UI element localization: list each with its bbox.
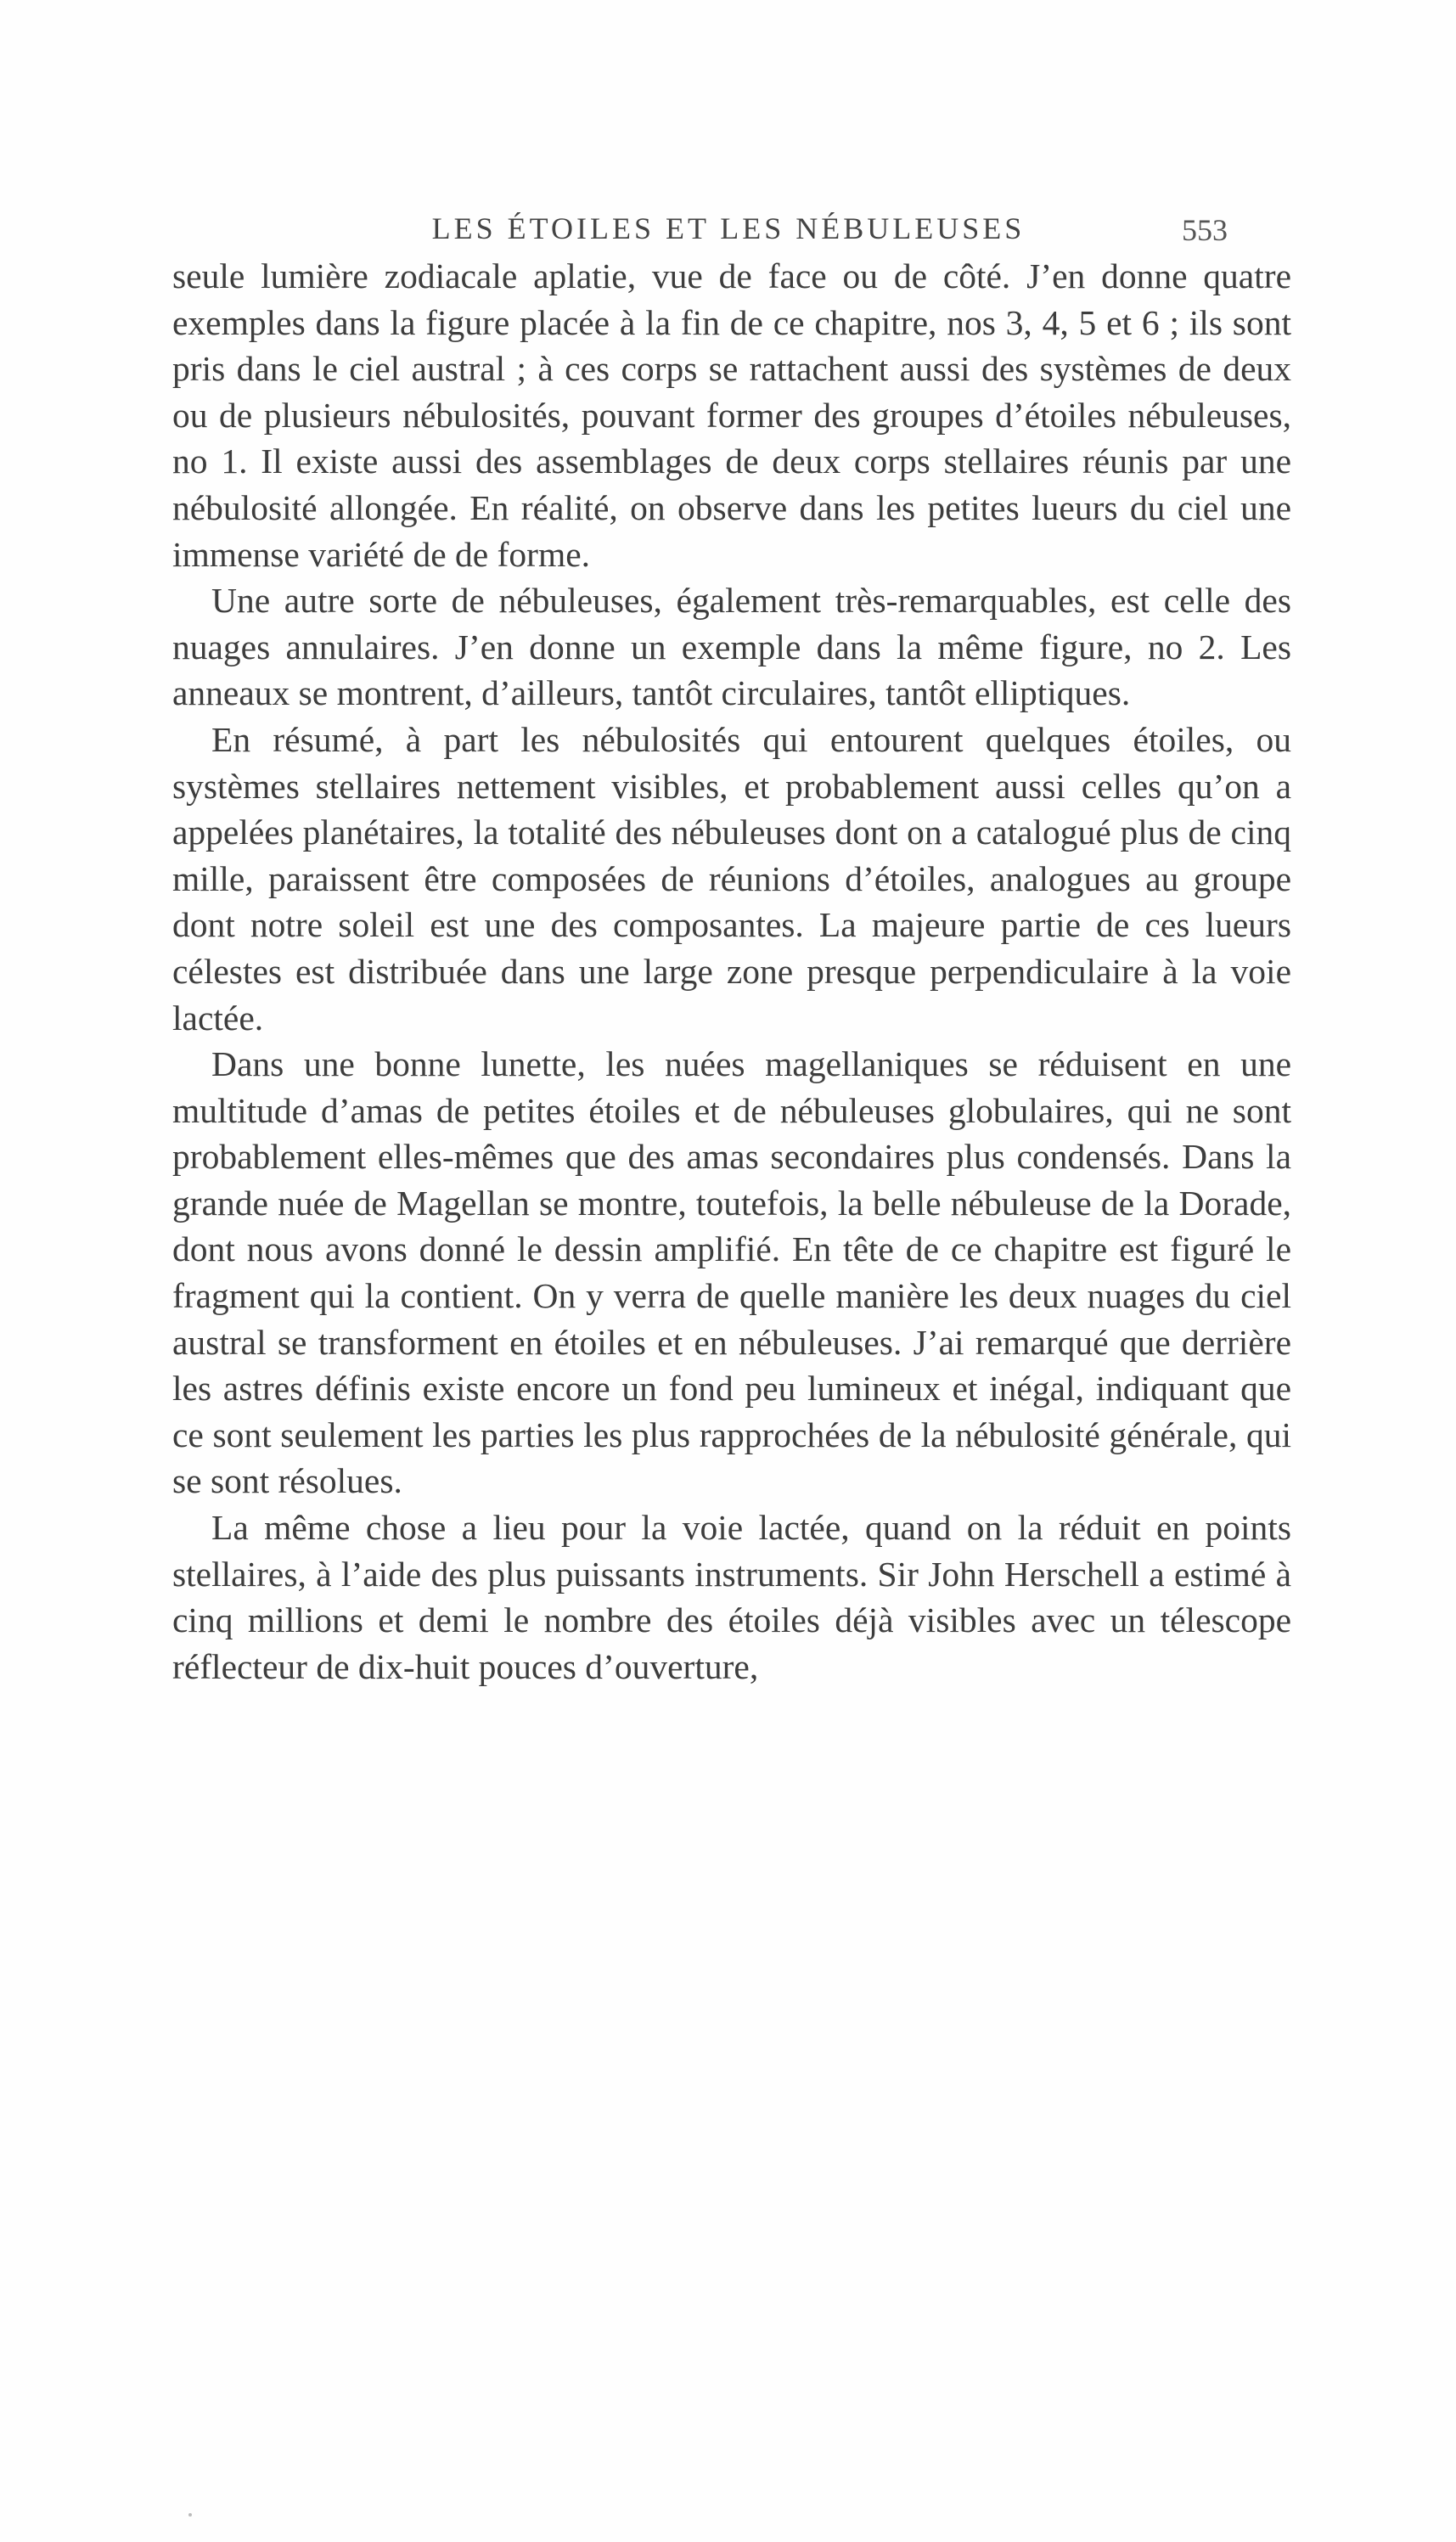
- paragraph: Dans une bonne lunette, les nuées magellaniques se réduisent en une multitude d’amas de petites étoiles et de nébuleuses globulaires, qui ne sont probablement elles-mêmes que des amas secondaires plus condensés. Dans la grande nuée de Magellan se montre, toutefois, la belle nébuleuse de la Dorade, dont nous avons donné le dessin amplifié. En tête de ce chapitre est figuré le fragment qui la contient. On y verra de quelle manière les deux nuages du ciel austral se transforment en étoiles et en nébuleuses. J’ai remarqué que derrière les astres définis existe encore un fond peu lumineux et inégal, indiquant que ce sont seulement les parties les plus rapprochées de la nébulosité générale, qui se sont résolues.: [172, 1044, 1291, 1501]
- paragraph: La même chose a lieu pour la voie lactée, quand on la réduit en points stellaires, à l’aide des plus puissants instruments. Sir John Herschell a estimé à cinq millions et demi le nombre des étoiles déjà visibles avec un télescope réflecteur de dix-huit pouces d’ouverture,: [172, 1508, 1291, 1686]
- paper-speck: [188, 2513, 192, 2517]
- paragraph: seule lumière zodiacale aplatie, vue de face ou de côté. J’en donne quatre exemples dans la figure placée à la fin de ce chapitre, nos 3, 4, 5 et 6 ; ils sont pris dans le ciel austral ; à ces corps se rattachent aussi des systèmes de deux ou de plusieurs nébulosités, pouvant former des groupes d’étoiles nébuleuses, no 1. Il existe aussi des assemblages de deux corps stellaires réunis par une nébulosité allongée. En réalité, on observe dans les petites lueurs du ciel une immense variété de de forme.: [172, 256, 1291, 574]
- page-number: 553: [1182, 213, 1228, 247]
- paragraph: Une autre sorte de nébuleuses, également très-remarquables, est celle des nuages annulaires. J’en donne un exemple dans la même figure, no 2. Les anneaux se montrent, d’ailleurs, tantôt circulaires, tantôt elliptiques.: [172, 581, 1291, 713]
- body-text: [172, 253, 1291, 1690]
- paragraph: En résumé, à part les nébulosités qui entourent quelques étoiles, ou systèmes stellaires nettement visibles, et probablement aussi celles qu’on a appelées planétaires, la totalité des nébuleuses dont on a catalogué plus de cinq mille, paraissent être composées de réunions d’étoiles, analogues au groupe dont notre soleil est une des composantes. La majeure partie de ces lueurs célestes est distribuée dans une large zone presque perpendiculaire à la voie lactée.: [172, 719, 1291, 1038]
- running-head-title: LES ÉTOILES ET LES NÉBULEUSES: [431, 211, 1026, 245]
